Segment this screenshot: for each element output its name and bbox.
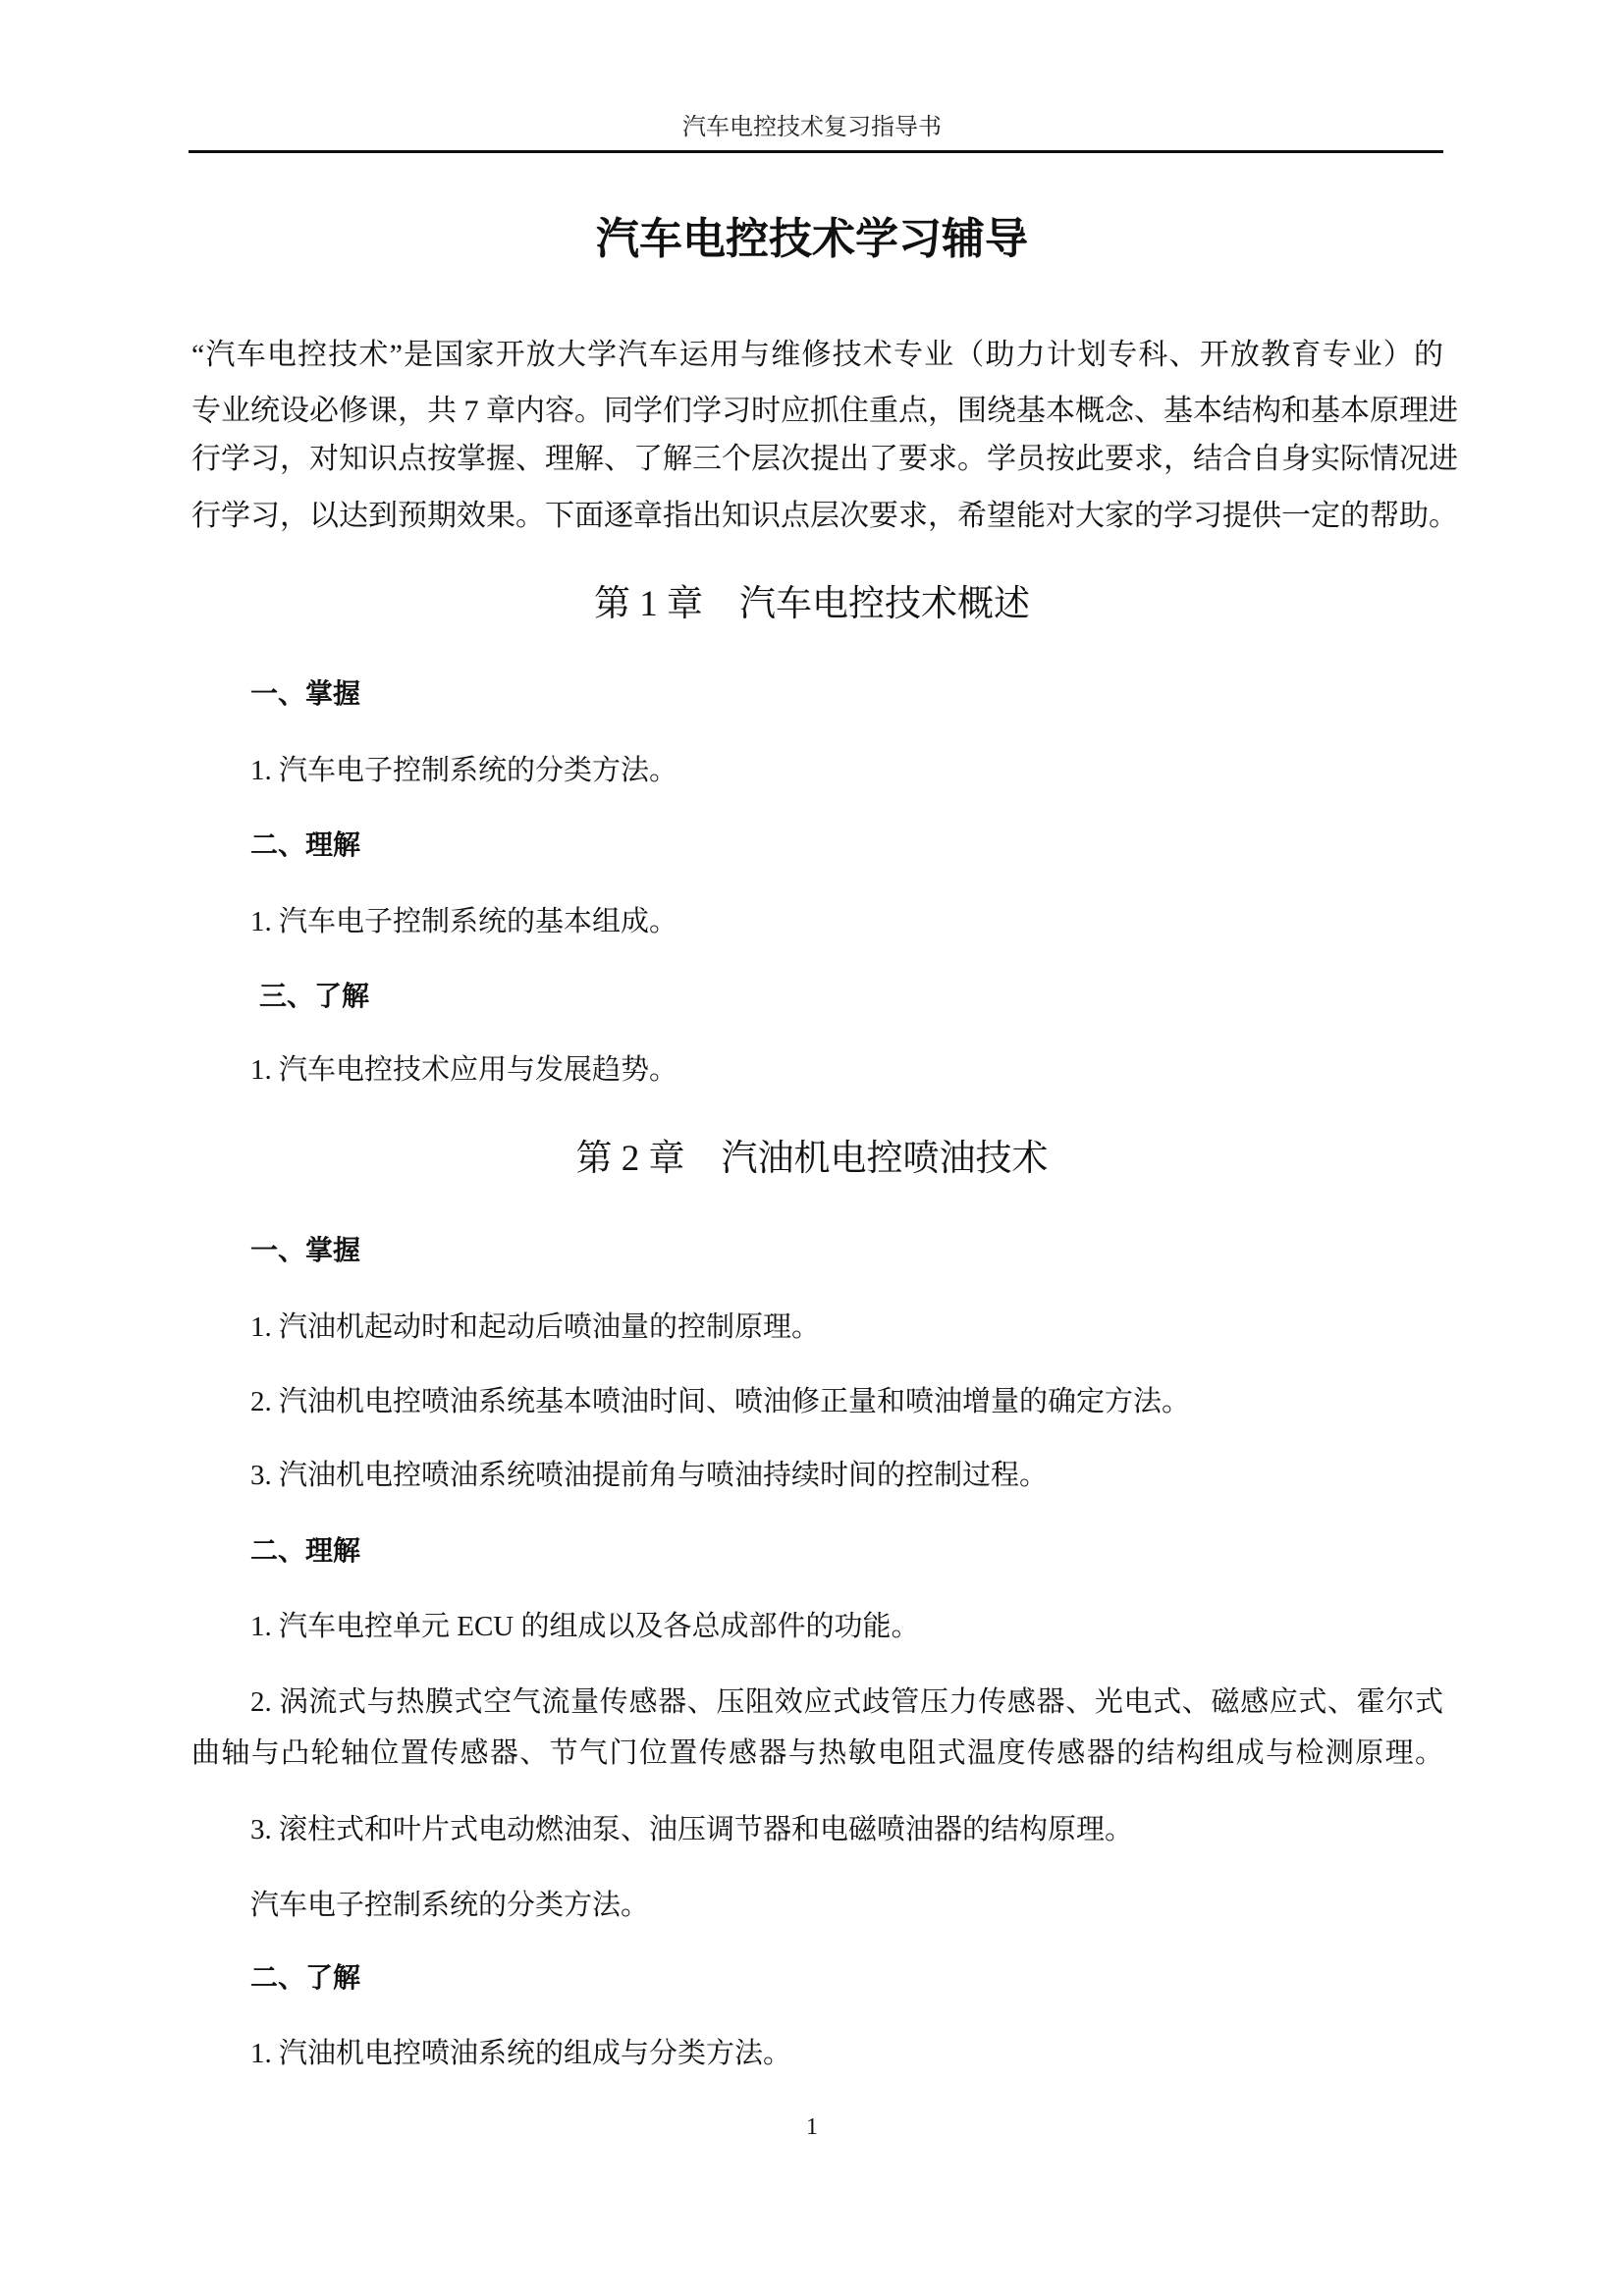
section-heading: 三、了解 — [259, 982, 370, 1012]
list-item: 1. 汽车电控单元 ECU 的组成以及各总成部件的功能。 — [250, 1611, 920, 1642]
section-heading: 一、掌握 — [250, 1236, 361, 1266]
page-number: 1 — [806, 2114, 818, 2140]
list-item: 2. 汽油机电控喷油系统基本喷油时间、喷油修正量和喷油增量的确定方法。 — [250, 1386, 1191, 1417]
paragraph: 汽车电子控制系统的分类方法。 — [250, 1890, 650, 1921]
section-heading: 二、理解 — [250, 1536, 361, 1567]
list-item: 1. 汽油机起动时和起动后喷油量的控制原理。 — [250, 1311, 821, 1343]
intro-line: 行学习，以达到预期效果。下面逐章指出知识点层次要求，希望能对大家的学习提供一定的帮助。 — [191, 500, 1458, 532]
list-item: 1. 汽车电子控制系统的分类方法。 — [250, 755, 678, 786]
list-item: 1. 汽车电子控制系统的基本组成。 — [250, 906, 678, 937]
list-item: 3. 汽油机电控喷油系统喷油提前角与喷油持续时间的控制过程。 — [250, 1460, 1049, 1491]
document-title: 汽车电控技术学习辅导 — [596, 215, 1028, 263]
intro-line: 行学习，对知识点按掌握、理解、了解三个层次提出了要求。学员按此要求，结合自身实际情况进 — [191, 443, 1458, 475]
section-heading: 一、掌握 — [250, 679, 361, 710]
list-item: 1. 汽车电控技术应用与发展趋势。 — [250, 1054, 678, 1086]
list-item: 1. 汽油机电控喷油系统的组成与分类方法。 — [250, 2038, 792, 2069]
header-divider — [189, 150, 1443, 153]
chapter-1-heading: 第 1 章 汽车电控技术概述 — [594, 584, 1030, 624]
list-item: 3. 滚柱式和叶片式电动燃油泵、油压调节器和电磁喷油器的结构原理。 — [250, 1814, 1134, 1845]
list-item: 2. 涡流式与热膜式空气流量传感器、压阻效应式歧管压力传感器、光电式、磁感应式、霍尔式 — [250, 1686, 1443, 1718]
intro-line: 专业统设必修课，共 7 章内容。同学们学习时应抓住重点，围绕基本概念、基本结构和基本原理进 — [191, 395, 1458, 427]
running-header: 汽车电控技术复习指导书 — [682, 115, 942, 140]
section-heading: 二、了解 — [250, 1963, 361, 1994]
intro-line: “汽车电控技术”是国家开放大学汽车运用与维修技术专业（助力计划专科、开放教育专业）的 — [191, 339, 1443, 371]
chapter-2-heading: 第 2 章 汽油机电控喷油技术 — [575, 1139, 1049, 1179]
list-item-continuation: 曲轴与凸轮轴位置传感器、节气门位置传感器与热敏电阻式温度传感器的结构组成与检测原理。 — [191, 1737, 1443, 1769]
section-heading: 二、理解 — [250, 830, 361, 861]
